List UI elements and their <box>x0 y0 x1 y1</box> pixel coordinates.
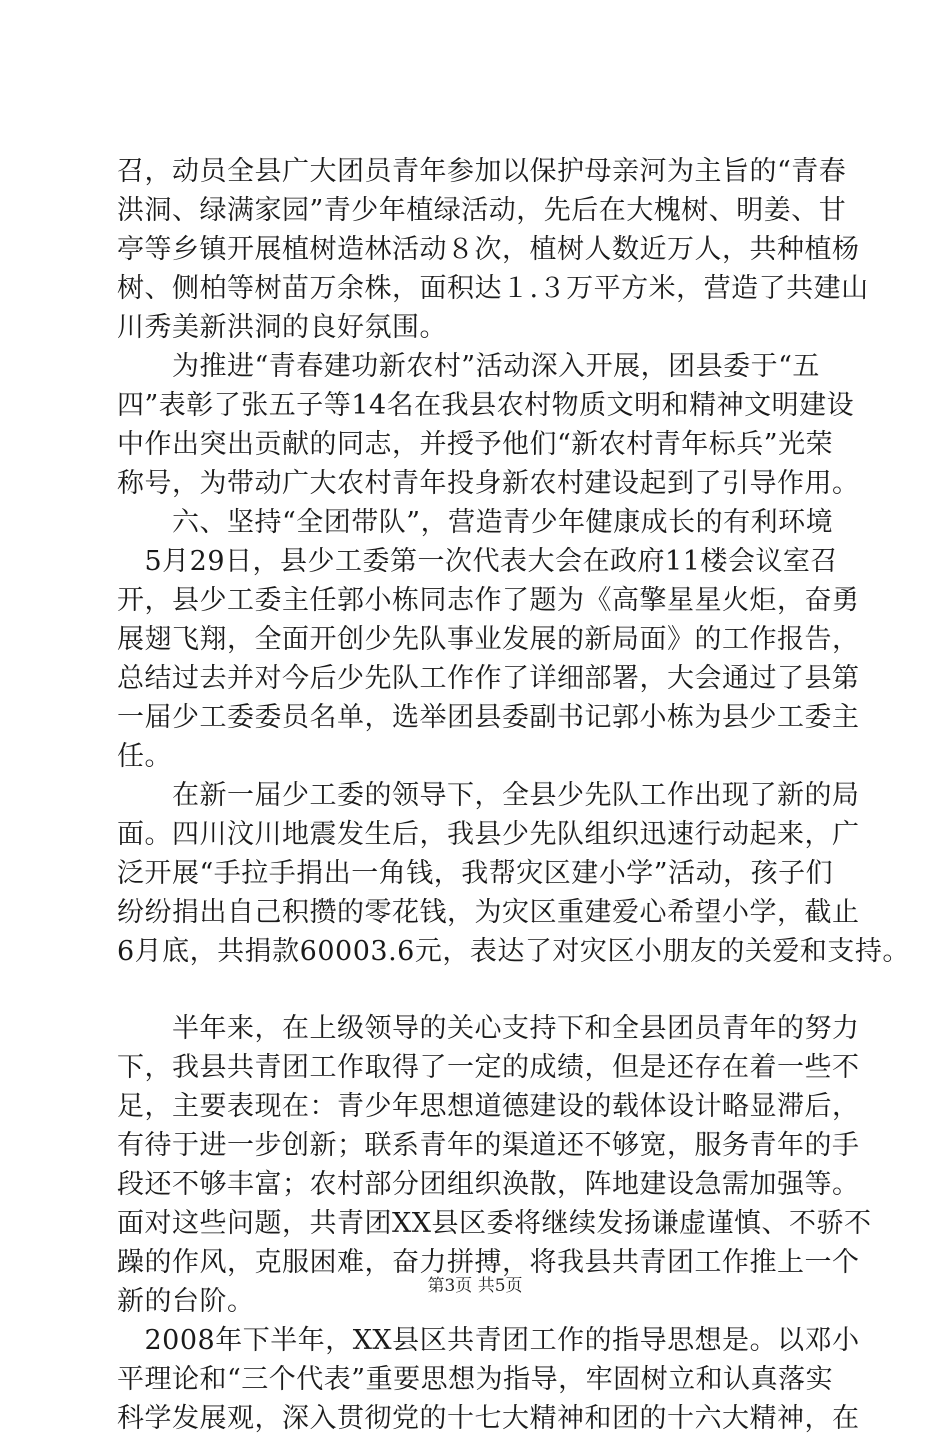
text-line: 段还不够丰富；农村部分团组织涣散，阵地建设急需加强等。 <box>117 1169 860 1200</box>
section-heading: 六、坚持“全团带队”，营造青少年健康成长的有利环境 <box>117 507 834 538</box>
text-line: 2008年下半年，XX县区共青团工作的指导思想是。以邓小 <box>117 1325 860 1356</box>
text-line: 下，我县共青团工作取得了一定的成绩，但是还存在着一些不 <box>117 1052 860 1083</box>
text-line: 展翅飞翔，全面开创少先队事业发展的新局面》的工作报告， <box>117 624 860 655</box>
text-line: 有待于进一步创新；联系青年的渠道还不够宽，服务青年的手 <box>117 1130 860 1161</box>
text-line: 纷纷捐出自己积攒的零花钱，为灾区重建爱心希望小学，截止 <box>117 897 860 928</box>
text-line: 科学发展观，深入贯彻党的十七大精神和团的十六大精神，在 <box>117 1403 860 1434</box>
text-line: 川秀美新洪洞的良好氛围。 <box>117 312 447 343</box>
text-line: 开，县少工委主任郭小栋同志作了题为《高擎星星火炬，奋勇 <box>117 585 860 616</box>
text-line: 四”表彰了张五子等14名在我县农村物质文明和精神文明建设 <box>117 390 855 421</box>
text-line: 中作出突出贡献的同志，并授予他们“新农村青年标兵”光荣 <box>117 429 834 460</box>
text-line: 亭等乡镇开展植树造林活动８次，植树人数近万人，共种植杨 <box>117 234 860 265</box>
text-line: 洪洞、绿满家园”青少年植绿活动，先后在大槐树、明姜、甘 <box>117 195 847 226</box>
text-line: 面。四川汶川地震发生后，我县少先队组织迅速行动起来，广 <box>117 819 860 850</box>
text-line: 新的台阶。 <box>117 1286 255 1317</box>
paragraph-gap <box>117 971 839 1009</box>
text-line: 总结过去并对今后少先队工作作了详细部署，大会通过了县第 <box>117 663 860 694</box>
text-line: 为推进“青春建功新农村”活动深入开展，团县委于“五 <box>117 351 820 382</box>
text-line: 树、侧柏等树苗万余株，面积达１.３万平方米，营造了共建山 <box>117 273 869 304</box>
text-line: 5月29日，县少工委第一次代表大会在政府11楼会议室召 <box>117 546 838 577</box>
text-line: 平理论和“三个代表”重要思想为指导，牢固树立和认真落实 <box>117 1364 834 1395</box>
text-line: 一届少工委委员名单，选举团县委副书记郭小栋为县少工委主 <box>117 702 860 733</box>
text-line: 称号，为带动广大农村青年投身新农村建设起到了引导作用。 <box>117 468 860 499</box>
text-line: 半年来，在上级领导的关心支持下和全县团员青年的努力 <box>117 1013 860 1044</box>
text-line: 躁的作风，克服困难，奋力拼搏，将我县共青团工作推上一个 <box>117 1247 860 1278</box>
text-line: 泛开展“手拉手捐出一角钱，我帮灾区建小学”活动，孩子们 <box>117 858 834 889</box>
text-line: 足，主要表现在：青少年思想道德建设的载体设计略显滞后， <box>117 1091 860 1122</box>
text-line: 6月底，共捐款60003.6元，表达了对灾区小朋友的关爱和支持。 <box>117 936 910 967</box>
text-line: 在新一届少工委的领导下，全县少先队工作出现了新的局 <box>117 780 860 811</box>
document-body <box>117 152 910 1438</box>
page-number-footer: 第3页 共5页 <box>427 1276 523 1296</box>
text-line: 召，动员全县广大团员青年参加以保护母亲河为主旨的“青春 <box>117 156 847 187</box>
text-line: 面对这些问题，共青团XX县区委将继续发扬谦虚谨慎、不骄不 <box>117 1208 872 1239</box>
text-line: 任。 <box>117 741 172 772</box>
